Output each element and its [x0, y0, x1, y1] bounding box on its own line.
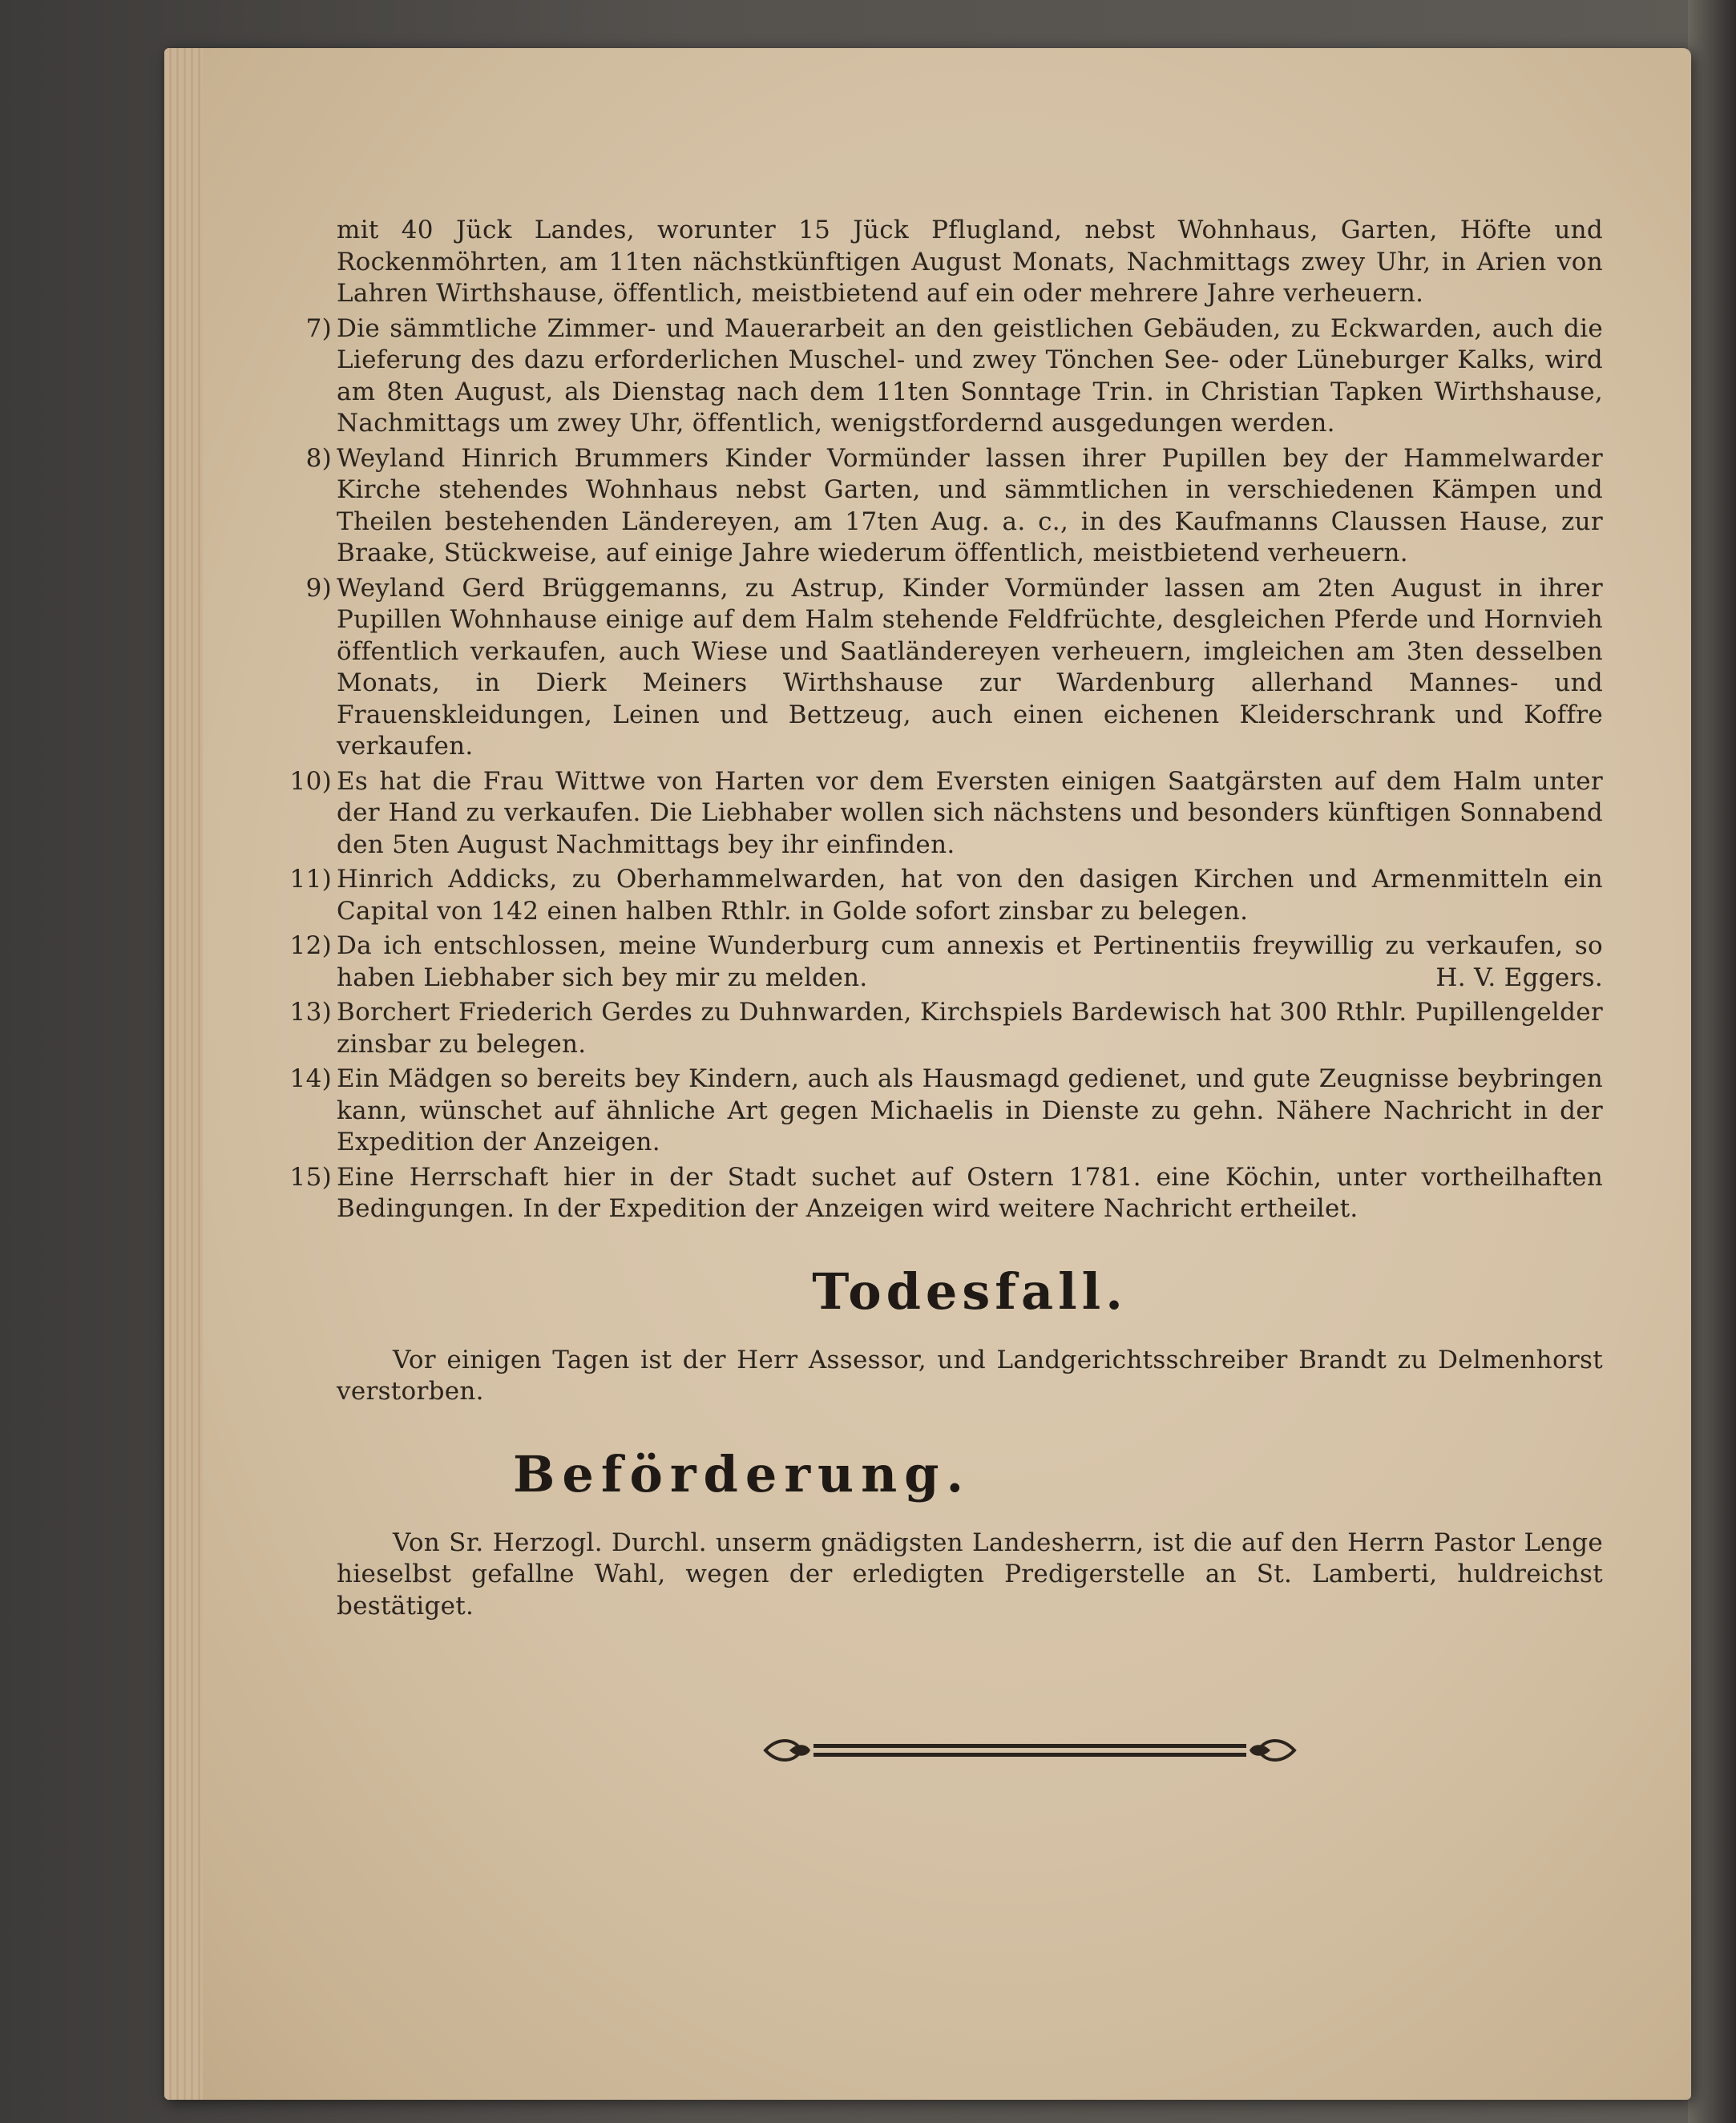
notice-entry-11: [289, 864, 1603, 927]
notice-entry-15: [289, 1162, 1603, 1225]
entry-text: Es hat die Frau Wittwe von Harten vor dem Eversten einigen Saatgärsten auf dem Halm unter der Hand zu verkaufen. Die Liebhaber wollen sich nächstens und besonders künftigen Sonnabend den 5ten August Nachmittags bey ihr einfinden.: [337, 766, 1603, 859]
section-text-todesfall: Vor einigen Tagen ist der Herr Assessor, und Landgerichtsschreiber Brandt zu Delmenhorst verstorben.: [337, 1345, 1603, 1406]
notice-entry-14: [289, 1064, 1603, 1159]
page-edge: [164, 48, 203, 2100]
entry-number: 11): [289, 865, 332, 894]
entry-text: Weyland Hinrich Brummers Kinder Vormünder lassen ihrer Pupillen bey der Hammelwarder Kirche stehendes Wohnhaus nebst Garten, und sämmtlichen in verschiedenen Kämpen und Theilen bestehenden Ländereyen, am 17ten Aug. a. c., in des Kaufmanns Claussen Hause, zur Braake, Stückweise, auf einige Jahre wiederum öffentlich, meistbietend verheuern.: [337, 443, 1603, 567]
notice-entry-12: [289, 930, 1603, 994]
notice-entry-10: [289, 766, 1603, 862]
entry-text: Weyland Gerd Brüggemanns, zu Astrup, Kinder Vormünder lassen am 2ten August in ihrer Pupillen Wohnhause einige auf dem Halm stehende Feldfrüchte, desgleichen Pferde und Hornvieh öffentlich verkaufen, auch Wiese und Saatländereyen verheuern, imgleichen am 3ten desselben Monats, in Dierk Meiners Wirthshause zur Wardenburg allerhand Mannes- und Frauenskleidungen, Leinen und Bettzeug, auch einen eichenen Kleiderschrank und Koffre verkaufen.: [337, 573, 1603, 761]
entry-number: 15): [289, 1162, 332, 1192]
book-spine: [1688, 0, 1736, 2123]
entry-number: 9): [305, 573, 332, 603]
entry-text: mit 40 Jück Landes, worunter 15 Jück Pflugland, nebst Wohnhaus, Garten, Höfte und Rockenmöhrten, am 11ten nächstkünftigen August Monats, Nachmittags zwey Uhr, in Arien von Lahren Wirthshause, öffentlich, meistbietend auf ein oder mehrere Jahre verheuern.: [337, 216, 1603, 308]
section-heading-todesfall: Todesfall.: [812, 1261, 1128, 1321]
entry-number: 8): [305, 443, 332, 473]
notice-entry-continuation: [337, 215, 1603, 310]
notice-entry-13: [289, 997, 1603, 1060]
entry-text: Die sämmtliche Zimmer- und Mauerarbeit an den geistlichen Gebäuden, zu Eckwarden, auch die Lieferung des dazu erforderlichen Muschel- und zwey Tönchen See- oder Lüneburger Kalks, wird am 8ten August, als Dienstag nach dem 11ten Sonntage Trin. in Christian Tapken Wirthshause, Nachmittags um zwey Uhr, öffentlich, wenigstfordernd ausgedungen werden.: [337, 313, 1603, 438]
entry-number: 13): [289, 998, 332, 1027]
entry-text: Hinrich Addicks, zu Oberhammelwarden, hat von den dasigen Kirchen und Armenmitteln ein Capital von 142 einen halben Rthlr. in Golde sofort zinsbar zu belegen.: [337, 865, 1603, 926]
decorative-divider-ornament: [757, 1733, 1302, 1768]
entry-text: Borchert Friederich Gerdes zu Duhnwarden, Kirchspiels Bardewisch hat 300 Rthlr. Pupillengelder zinsbar zu belegen.: [337, 998, 1603, 1059]
entry-number: 10): [289, 766, 332, 796]
entry-number: 14): [289, 1064, 332, 1093]
entry-text: Eine Herrschaft hier in der Stadt suchet auf Ostern 1781. eine Köchin, unter vortheilhaften Bedingungen. In der Expedition der Anzeigen wird weitere Nachricht ertheilet.: [337, 1162, 1603, 1223]
section-heading-befoerderung: Beförderung.: [513, 1444, 971, 1503]
notice-entry-7: [305, 313, 1603, 440]
section-text-befoerderung: Von Sr. Herzogl. Durchl. unserm gnädigsten Landesherrn, ist die auf den Herrn Pastor Lenge hieselbst gefallne Wahl, wegen der erledigten Predigerstelle an St. Lamberti, huldreichst bestätiget.: [337, 1528, 1603, 1621]
entry-text: Ein Mädgen so bereits bey Kindern, auch als Hausmagd gedienet, und gute Zeugnisse beybringen kann, wünschet auf ähnliche Art gegen Michaelis in Dienste zu gehn. Nähere Nachricht in der Expedition der Anzeigen.: [337, 1064, 1603, 1156]
notice-entry-8: [305, 443, 1603, 570]
entry-number: 12): [289, 931, 332, 960]
page-text: [289, 215, 1603, 1622]
entry-text: Da ich entschlossen, meine Wunderburg cum annexis et Pertinentiis freywillig zu verkaufen, so haben Liebhaber sich bey mir zu melden.: [337, 931, 1603, 992]
notice-entry-9: [305, 573, 1603, 763]
entry-signature: H. V. Eggers.: [1435, 963, 1603, 992]
entry-number: 7): [305, 313, 332, 343]
